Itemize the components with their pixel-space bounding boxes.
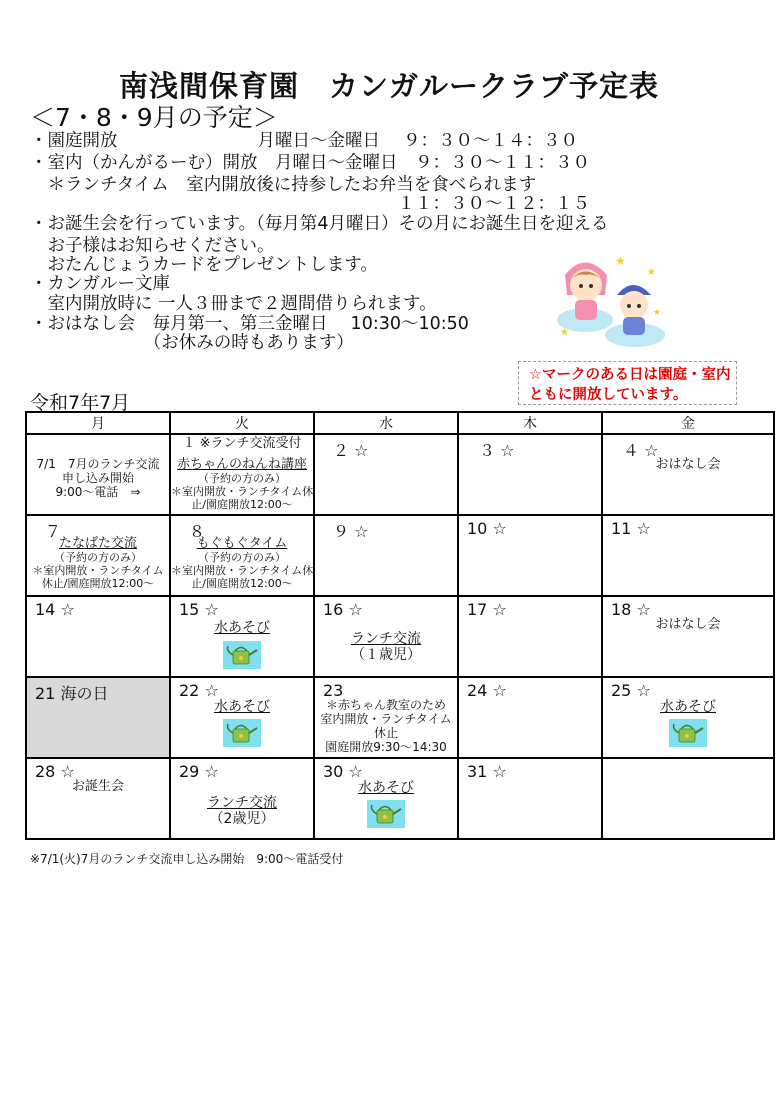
event-title: たなばた交流 [58, 536, 137, 551]
watering-can-icon [669, 719, 707, 747]
page-title: 南浅間保育園 カンガルークラブ予定表 [118, 69, 659, 103]
day-number: 18 ☆ [611, 600, 651, 619]
day-number: 15 ☆ [179, 600, 219, 619]
calendar-cell [458, 677, 602, 758]
calendar-week-row [26, 515, 774, 596]
calendar-cell [170, 677, 314, 758]
day-number: ８ [189, 522, 206, 541]
calendar-cell [26, 758, 170, 839]
calendar-cell [170, 596, 314, 677]
event-title: もぐもぐタイム [196, 536, 288, 551]
holiday-cell [26, 677, 170, 758]
calendar-week-row [26, 758, 774, 839]
day-number: 23 [323, 681, 344, 700]
event-sub: （予約の方のみ） [198, 472, 286, 485]
watering-can-icon [367, 800, 405, 828]
event-title: 水あそび [358, 780, 414, 796]
calendar-cell [602, 758, 774, 839]
calendar-cell [458, 758, 602, 839]
event-note: 園庭開放9:30～14:30 [325, 740, 447, 754]
day-number: 14 ☆ [35, 600, 75, 619]
day-number: 28 ☆ [35, 762, 75, 781]
calendar-cell [602, 515, 774, 596]
calendar-cell [458, 596, 602, 677]
info-line: 室内開放時に 一人３冊まで２週間借りられます。 [30, 294, 437, 314]
event-title: 水あそび [214, 699, 270, 715]
day-number: 25 ☆ [611, 681, 651, 700]
day-number: 11 ☆ [611, 519, 651, 538]
calendar-cell [170, 758, 314, 839]
calendar-cell [26, 596, 170, 677]
schedule-period-heading: ＜7・8・9月の予定＞ [30, 103, 278, 132]
event-note: 止/園庭開放12:00～ [191, 577, 293, 590]
event-note: 止/園庭開放12:00～ [191, 498, 293, 511]
event-title: 赤ちゃんのねんね講座 [176, 457, 307, 472]
info-line: ・カンガルー文庫 [30, 274, 170, 294]
cell-note: 申し込み開始 [61, 471, 134, 485]
calendar-cell [26, 434, 170, 515]
event-title: ランチ交流 [207, 795, 277, 811]
event-title: お誕生会 [71, 779, 124, 794]
event-note: ＊室内開放・ランチタイム [32, 564, 164, 577]
calendar-cell [602, 596, 774, 677]
calendar-week-row [26, 677, 774, 758]
kids-on-cloud-illustration [555, 245, 665, 350]
calendar-cell [314, 434, 458, 515]
event-title: 水あそび [214, 620, 270, 636]
event-note: 休止/園庭開放12:00～ [41, 577, 155, 590]
event-note: 休止 [373, 726, 398, 740]
event-title: ランチ交流 [351, 631, 421, 647]
day-number: 21 海の日 [35, 684, 109, 703]
calendar-cell [602, 434, 774, 515]
calendar-cell [170, 434, 314, 515]
day-number: 16 ☆ [323, 600, 363, 619]
event-sub: （予約の方のみ） [198, 551, 286, 564]
info-line: （お休みの時もあります） [30, 333, 354, 353]
svg-text:★: ★ [647, 267, 656, 278]
info-line: ・園庭開放 月曜日～金曜日 ９：３０～１４：３０ [30, 131, 579, 151]
day-number: 24 ☆ [467, 681, 507, 700]
day-number: 30 ☆ [323, 762, 363, 781]
event-note: ＊赤ちゃん教室のため [325, 698, 446, 712]
event-sub: （2歳児） [209, 811, 275, 827]
calendar-cell [170, 515, 314, 596]
day-number: 31 ☆ [467, 762, 507, 781]
day-number: ４ ☆ [623, 441, 659, 460]
info-line: ＊ランチタイム 室内開放後に持参したお弁当を食べられます [30, 175, 537, 195]
weekday-header: 金 [602, 412, 774, 434]
day-number: ３ ☆ [479, 441, 515, 460]
footer-note: ※7/1(火)7月のランチ交流申し込み開始 9:00～電話受付 [30, 852, 344, 866]
info-line: おたんじょうカードをプレゼントします。 [30, 255, 378, 275]
event-sub: （１歳児） [351, 647, 421, 663]
cell-note: 9:00～電話 ⇒ [55, 485, 141, 499]
calendar-cell [314, 677, 458, 758]
day-number: ２ ☆ [333, 441, 369, 460]
watering-can-icon [223, 719, 261, 747]
event-title: おはなし会 [655, 617, 721, 632]
event-note: ＊室内開放・ランチタイム休 [171, 564, 314, 577]
day-number: 22 ☆ [179, 681, 219, 700]
day-number: 10 ☆ [467, 519, 507, 538]
svg-text:★: ★ [653, 308, 662, 318]
day-number: 17 ☆ [467, 600, 507, 619]
svg-text:★: ★ [615, 254, 626, 268]
day-number: １ ※ランチ交流受付 [182, 436, 302, 451]
event-note: ＊室内開放・ランチタイム休 [171, 485, 314, 498]
weekday-header: 月 [26, 412, 170, 434]
weekday-header-row [26, 412, 774, 434]
calendar-cell [314, 596, 458, 677]
calendar-cell [314, 758, 458, 839]
info-line: お子様はお知らせください。 [30, 236, 275, 256]
event-sub: （予約の方のみ） [54, 551, 142, 564]
weekday-header: 水 [314, 412, 458, 434]
weekday-header: 火 [170, 412, 314, 434]
info-line: ・おはなし会 毎月第一、第三金曜日 10:30～10:50 [30, 314, 469, 334]
day-number: ９ ☆ [333, 522, 369, 541]
weekday-header: 木 [458, 412, 602, 434]
calendar-cell [26, 515, 170, 596]
day-number: 29 ☆ [179, 762, 219, 781]
event-title: おはなし会 [655, 457, 721, 472]
svg-text:★: ★ [560, 327, 569, 338]
calendar-cell [314, 515, 458, 596]
day-number: ７ [45, 522, 62, 541]
info-line: ・室内（かんがるーむ）開放 月曜日～金曜日 ９：３０～１１：３０ [30, 153, 590, 173]
calendar-cell [458, 515, 602, 596]
watering-can-icon [223, 641, 261, 669]
info-line: １１：３０～１２：１５ [30, 194, 590, 214]
calendar-month-label: 令和7年7月 [30, 392, 131, 414]
calendar-week-row [26, 596, 774, 677]
cell-note: 7/1 7月のランチ交流 [36, 457, 160, 471]
calendar-table [25, 411, 775, 840]
event-title: 水あそび [660, 699, 716, 715]
legend-note: ☆マークのある日は園庭・室内ともに開放しています。 [518, 361, 737, 405]
info-line: ・お誕生会を行っています。（毎月第4月曜日）その月にお誕生日を迎える [30, 214, 609, 234]
calendar-cell [458, 434, 602, 515]
event-note: 室内開放・ランチタイム [320, 712, 452, 726]
calendar-week-row [26, 434, 774, 515]
calendar-cell [602, 677, 774, 758]
